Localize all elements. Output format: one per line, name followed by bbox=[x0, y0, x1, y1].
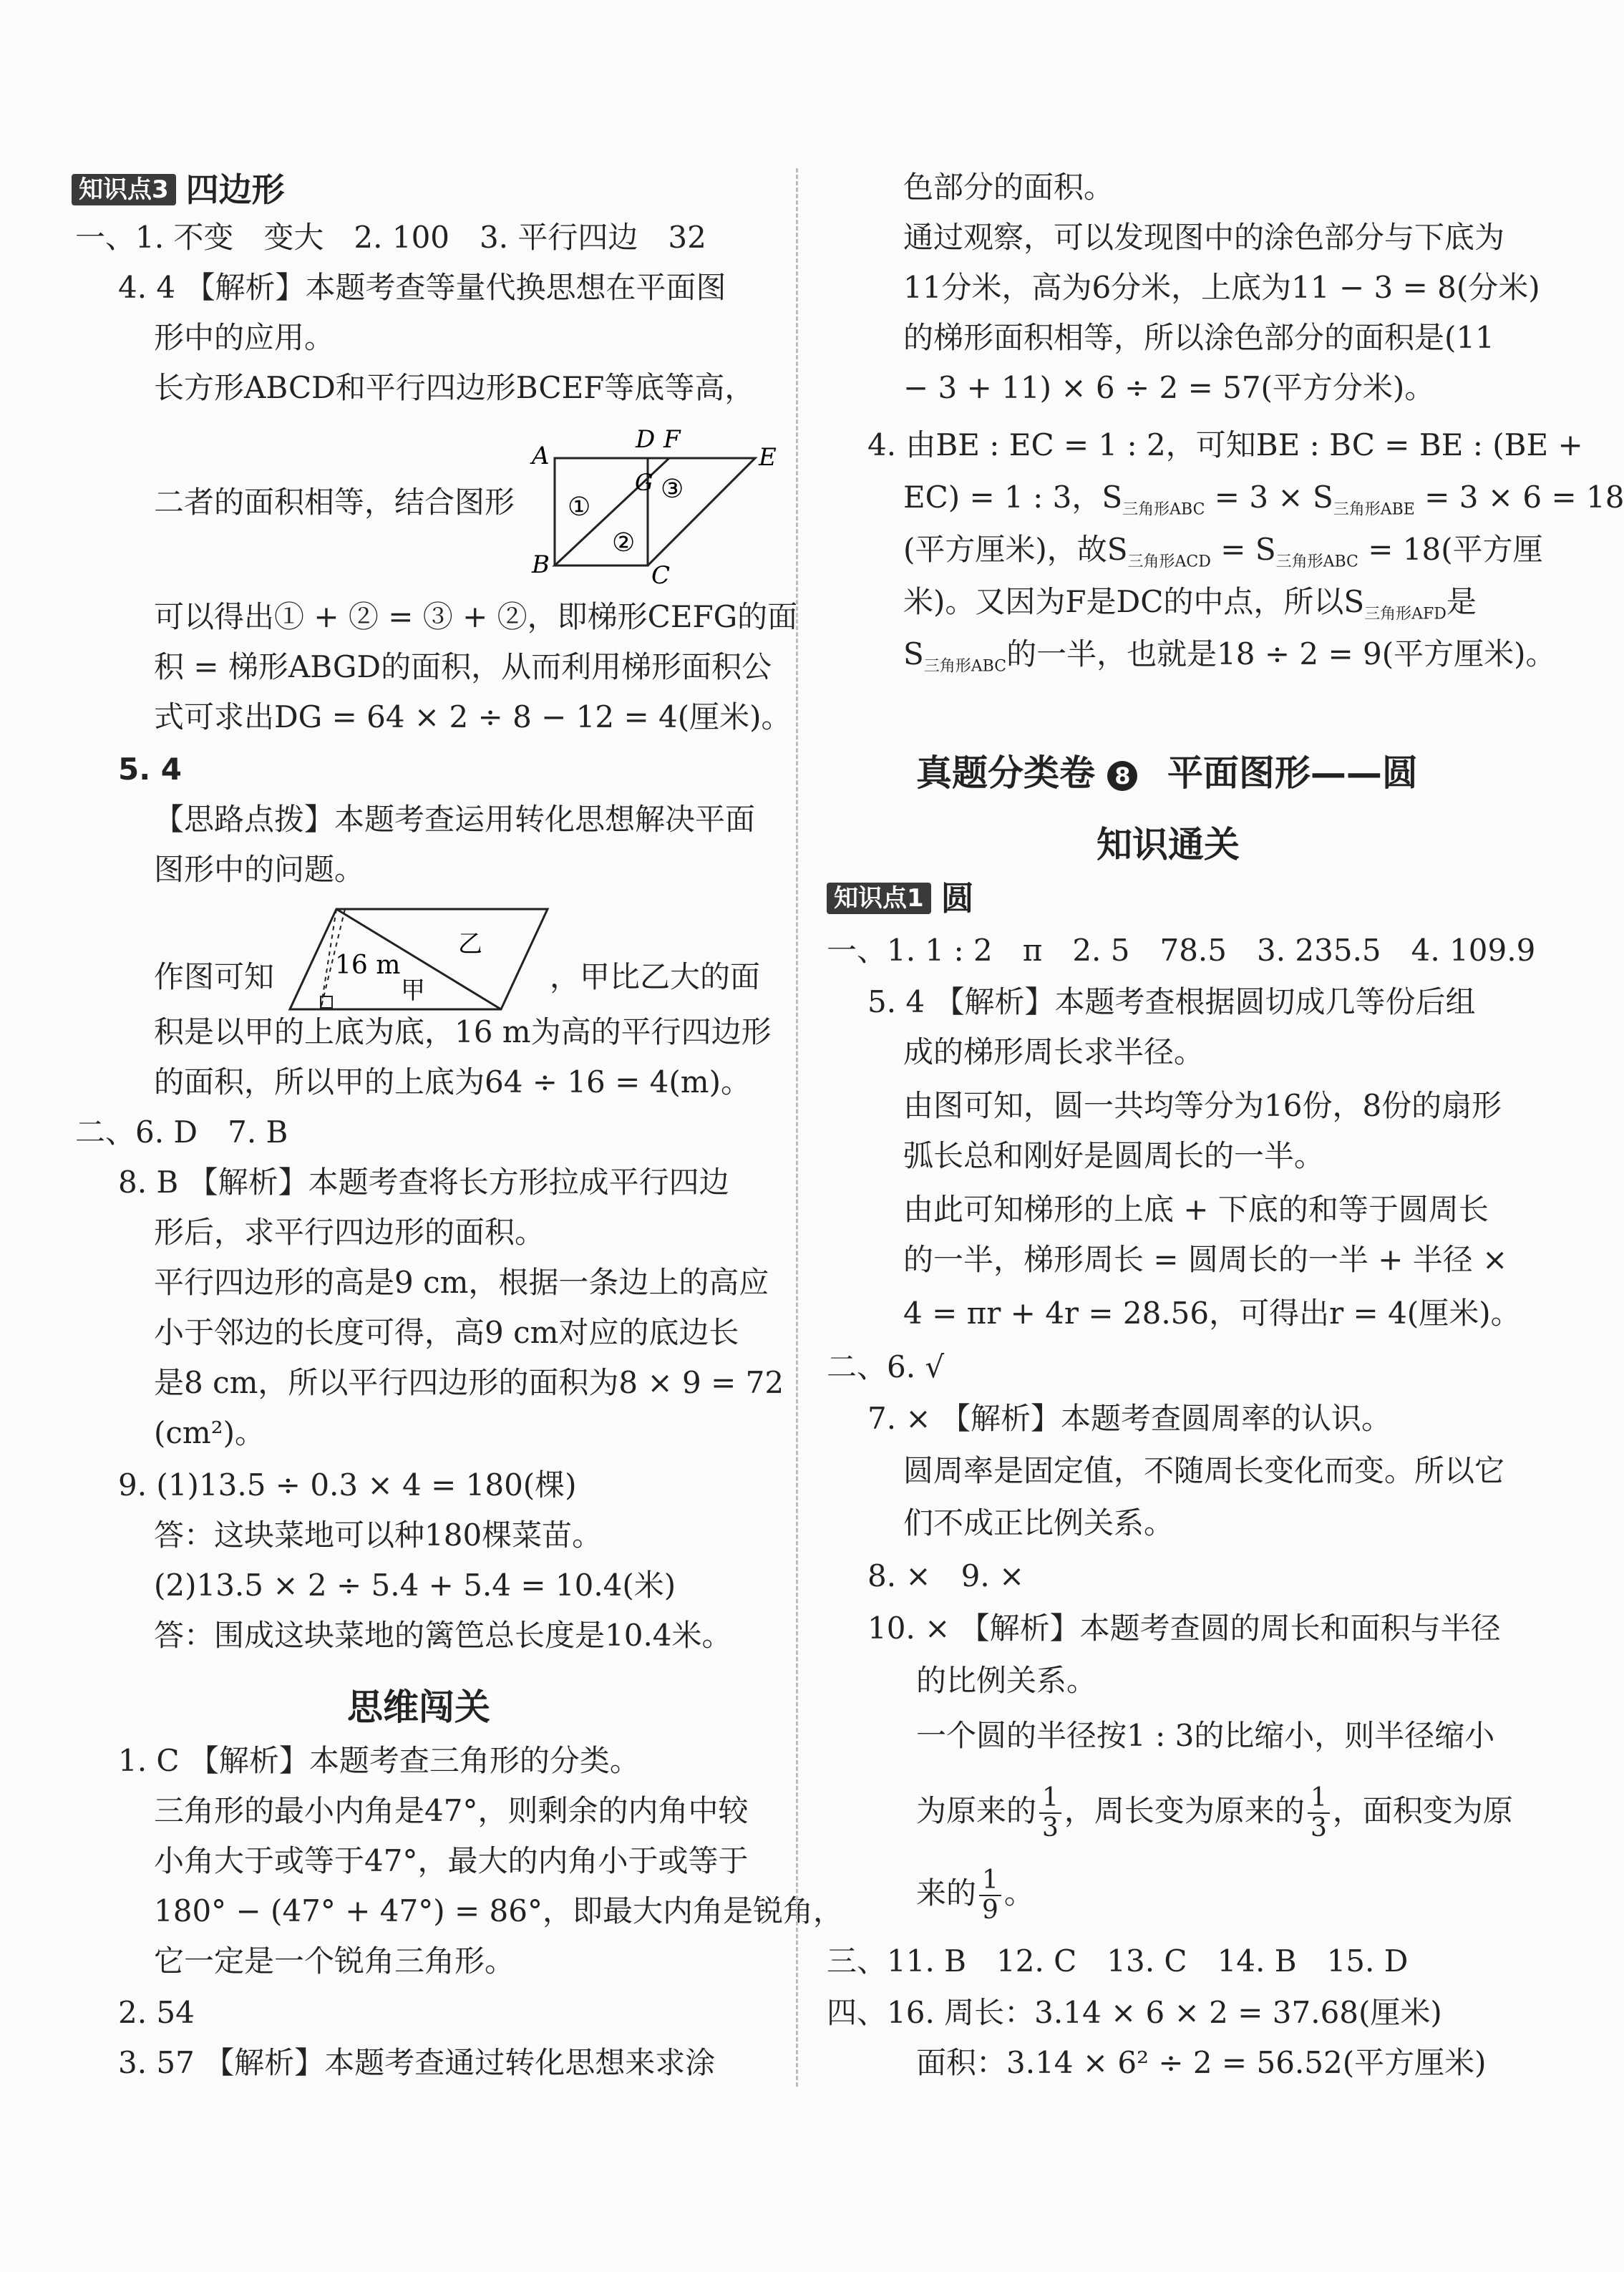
answer-line: 2. 54 bbox=[118, 1995, 195, 2030]
answer-line: 积 = 梯形ABGD的面积，从而利用梯形面积公 bbox=[154, 649, 772, 684]
answer-line: 5. 4 【解析】本题考查根据圆切成几等份后组 bbox=[867, 984, 1476, 1019]
fig1-label-a: A bbox=[532, 442, 550, 470]
answer-line: 180° − (47° + 47°) = 86°，即最大内角是锐角， bbox=[154, 1893, 843, 1928]
answer-line: 小角大于或等于47°，最大的内角小于或等于 bbox=[154, 1843, 749, 1878]
answer-line: 们不成正比例关系。 bbox=[903, 1505, 1175, 1540]
answer-line: 作图可知 bbox=[154, 959, 275, 994]
fraction bbox=[1308, 1784, 1330, 1843]
answer-line: 答：围成这块菜地的篱笆总长度是10.4米。 bbox=[154, 1618, 732, 1653]
figure-parallelogram-jia-yi bbox=[286, 902, 551, 1016]
kp3-title: 四边形 bbox=[185, 170, 285, 209]
answer-line: 11分米，高为6分米，上底为11 − 3 = 8(分米) bbox=[903, 270, 1540, 305]
answer-line: 面积：3.14 × 6² ÷ 2 = 56.52(平方厘米) bbox=[916, 2045, 1487, 2080]
text-run: (平方厘米)，故S bbox=[903, 532, 1128, 567]
answer-line: 一、1. 1 : 2 π 2. 5 78.5 3. 235.5 4. 109.9 bbox=[827, 933, 1536, 968]
answer-line: 4 = πr + 4r = 28.56，可得出r = 4(厘米)。 bbox=[903, 1296, 1521, 1331]
subscript: 三角形ABE bbox=[1333, 500, 1415, 519]
answer-line: 是8 cm，所以平行四边形的面积为8 × 9 = 72 bbox=[154, 1365, 784, 1400]
answer-line: 小于邻边的长度可得，高9 cm对应的底边长 bbox=[154, 1315, 739, 1350]
answer-line: 成的梯形周长求半径。 bbox=[903, 1034, 1205, 1069]
fig1-region-1: ① bbox=[568, 492, 591, 522]
answer-line: 色部分的面积。 bbox=[903, 170, 1114, 205]
fig1-label-f: F bbox=[663, 425, 681, 454]
fraction-denominator: 9 bbox=[982, 1895, 998, 1925]
column-divider bbox=[796, 168, 798, 2087]
fraction bbox=[1039, 1784, 1061, 1843]
answer-line: 4. 4 【解析】本题考查等量代换思想在平面图 bbox=[118, 270, 726, 305]
answer-line: 的一半，梯形周长 = 圆周长的一半 + 半径 × bbox=[903, 1242, 1508, 1277]
answer-line: 可以得出① + ② = ③ + ②，即梯形CEFG的面 bbox=[154, 599, 798, 634]
fraction bbox=[979, 1866, 1001, 1925]
answer-line bbox=[916, 1779, 1513, 1843]
subscript: 三角形ABC bbox=[1275, 553, 1358, 571]
text-run: 来的 bbox=[916, 1875, 977, 1911]
fraction-numerator: 1 bbox=[1039, 1784, 1061, 1814]
text-run: 的一半，也就是18 ÷ 2 = 9(平方厘米)。 bbox=[1006, 636, 1556, 671]
fraction-numerator: 1 bbox=[1308, 1784, 1330, 1814]
answer-line: 圆周率是固定值，不随周长变化而变。所以它 bbox=[903, 1453, 1505, 1488]
figure-rectangle-parallelogram bbox=[526, 422, 784, 590]
text-run: = 3 × 6 = 18 bbox=[1414, 480, 1624, 515]
fig1-label-d: D bbox=[636, 425, 656, 454]
answer-line: 三、11. B 12. C 13. C 14. B 15. D bbox=[827, 1943, 1409, 1979]
fig1-region-2: ② bbox=[612, 528, 636, 558]
answer-line: 四、16. 周长：3.14 × 6 × 2 = 37.68(厘米) bbox=[827, 1995, 1442, 2030]
text-run: ，面积变为原 bbox=[1332, 1793, 1513, 1828]
answer-line: 式可求出DG = 64 × 2 ÷ 8 − 12 = 4(厘米)。 bbox=[154, 699, 792, 734]
text-run: ，周长变为原来的 bbox=[1064, 1793, 1305, 1828]
fraction-denominator: 3 bbox=[1042, 1813, 1059, 1843]
fig2-length-label: 16 m bbox=[335, 951, 401, 980]
answer-line: 一个圆的半径按1 : 3的比缩小，则半径缩小 bbox=[916, 1718, 1495, 1753]
answer-line: 由此可知梯形的上底 + 下底的和等于圆周长 bbox=[903, 1192, 1489, 1227]
text-run: S bbox=[903, 636, 924, 671]
text-run: 米)。又因为F是DC的中点，所以S bbox=[903, 584, 1365, 619]
answer-line: 4. 由BE : EC = 1 : 2，可知BE : BC = BE : (BE + bbox=[867, 427, 1583, 462]
chapter-title-prefix: 真题分类卷 bbox=[916, 752, 1095, 794]
answer-line: 一、1. 不变 变大 2. 100 3. 平行四边 32 bbox=[75, 220, 706, 255]
answer-line: 图形中的问题。 bbox=[154, 852, 365, 887]
answer-line: 通过观察，可以发现图中的涂色部分与下底为 bbox=[903, 220, 1505, 255]
answer-line: 【思路点拨】本题考查运用转化思想解决平面 bbox=[154, 802, 756, 837]
answer-line bbox=[903, 476, 1624, 531]
fig1-label-c: C bbox=[651, 561, 671, 590]
chapter-number-badge: 8 bbox=[1107, 761, 1137, 791]
answer-line: 弧长总和刚好是圆周长的一半。 bbox=[903, 1138, 1325, 1173]
answer-line: 的比例关系。 bbox=[916, 1663, 1097, 1698]
fig2-label-jia: 甲 bbox=[401, 976, 425, 1005]
answer-line: 8. × 9. × bbox=[867, 1558, 1025, 1593]
fig1-label-b: B bbox=[532, 550, 550, 579]
answer-line: 积是以甲的上底为底，16 m为高的平行四边形 bbox=[154, 1014, 772, 1049]
section-title-siwei: 思维闯关 bbox=[347, 1686, 490, 1728]
text-run: = 18(平方厘 bbox=[1358, 532, 1543, 567]
text-run: = S bbox=[1210, 532, 1276, 567]
answer-line: 的面积，所以甲的上底为64 ÷ 16 = 4(m)。 bbox=[154, 1064, 751, 1099]
answer-line: 10. × 【解析】本题考查圆的周长和面积与半径 bbox=[867, 1611, 1501, 1646]
answer-line bbox=[903, 633, 1556, 688]
kp1-tag: 知识点1 bbox=[827, 883, 931, 914]
fig1-region-3: ③ bbox=[661, 475, 684, 504]
answer-line: 7. × 【解析】本题考查圆周率的认识。 bbox=[867, 1401, 1391, 1436]
answer-line: 二者的面积相等，结合图形 bbox=[154, 485, 515, 520]
answer-line: 平行四边形的高是9 cm，根据一条边上的高应 bbox=[154, 1265, 769, 1300]
answer-line: 三角形的最小内角是47°，则剩余的内角中较 bbox=[154, 1793, 749, 1828]
text-run: 。 bbox=[1003, 1875, 1034, 1911]
fraction-denominator: 3 bbox=[1310, 1813, 1327, 1843]
answer-line: 1. C 【解析】本题考查三角形的分类。 bbox=[118, 1743, 640, 1778]
answer-line: 3. 57 【解析】本题考查通过转化思想来求涂 bbox=[118, 2045, 716, 2080]
answer-line: 二、6. √ bbox=[827, 1349, 945, 1384]
subscript: 三角形ABC bbox=[1122, 500, 1205, 519]
subscript: 三角形AFD bbox=[1364, 605, 1446, 623]
answer-line: 8. B 【解析】本题考查将长方形拉成平行四边 bbox=[118, 1165, 729, 1200]
kp3-tag: 知识点3 bbox=[72, 174, 176, 205]
answer-line: − 3 + 11) × 6 ÷ 2 = 57(平方分米)。 bbox=[903, 370, 1435, 405]
answer-line: 它一定是一个锐角三角形。 bbox=[154, 1943, 515, 1979]
answer-line: 5. 4 bbox=[118, 752, 183, 787]
kp1-heading bbox=[827, 875, 974, 920]
fig2-label-yi: 乙 bbox=[458, 930, 482, 958]
answer-line: 形后，求平行四边形的面积。 bbox=[154, 1215, 545, 1250]
text-run: = 3 × S bbox=[1205, 480, 1333, 515]
chapter-title bbox=[916, 744, 1418, 796]
answer-line: 形中的应用。 bbox=[154, 320, 335, 355]
answer-line: 二、6. D 7. B bbox=[75, 1115, 288, 1150]
fraction-numerator: 1 bbox=[979, 1866, 1001, 1896]
chapter-title-main: 平面图形——圆 bbox=[1167, 752, 1418, 794]
answer-line: (cm²)。 bbox=[154, 1415, 265, 1450]
answer-line: 由图可知，圆一共均等分为16份，8份的扇形 bbox=[903, 1088, 1502, 1123]
kp1-title: 圆 bbox=[940, 879, 974, 918]
kp3-heading bbox=[72, 166, 285, 211]
answer-line: 的梯形面积相等，所以涂色部分的面积是(11 bbox=[903, 320, 1494, 355]
text-run: 为原来的 bbox=[916, 1793, 1037, 1828]
answer-line: (2)13.5 × 2 ÷ 5.4 + 5.4 = 10.4(米) bbox=[154, 1568, 676, 1603]
answer-line: 9. (1)13.5 ÷ 0.3 × 4 = 180(棵) bbox=[118, 1467, 577, 1502]
answer-line bbox=[916, 1861, 1034, 1926]
text-run: 是 bbox=[1446, 584, 1477, 619]
fig1-label-e: E bbox=[759, 443, 777, 472]
answer-line: ，甲比乙大的面 bbox=[550, 959, 761, 994]
answer-line bbox=[903, 528, 1543, 583]
answer-line: 长方形ABCD和平行四边形BCEF等底等高， bbox=[154, 370, 755, 405]
fig1-label-g: G bbox=[635, 469, 653, 496]
answer-line: 答：这块菜地可以种180棵菜苗。 bbox=[154, 1518, 603, 1553]
text-run: EC) = 1 : 3，S bbox=[903, 480, 1123, 515]
section-title-zhishi: 知识通关 bbox=[1097, 824, 1240, 865]
answer-line bbox=[903, 581, 1477, 636]
subscript: 三角形ABC bbox=[923, 657, 1007, 676]
subscript: 三角形ACD bbox=[1127, 553, 1211, 571]
